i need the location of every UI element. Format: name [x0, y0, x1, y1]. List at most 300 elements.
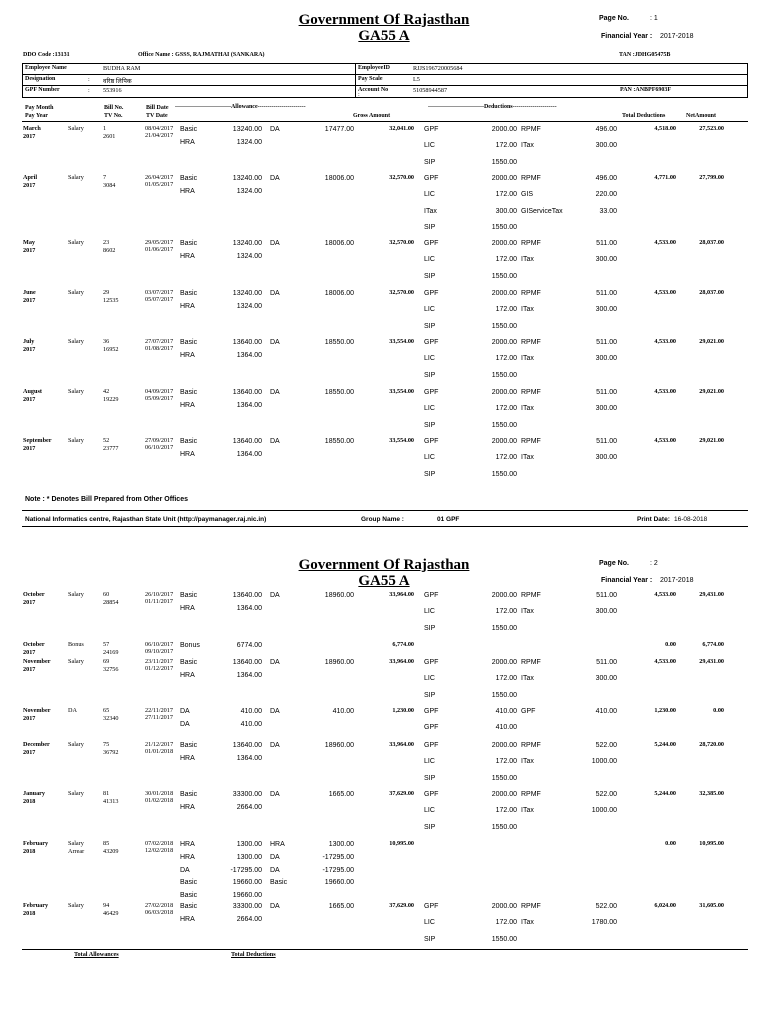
deduction-amount: 172.00	[495, 405, 517, 413]
total-deductions: 4,771.00	[654, 174, 676, 181]
bill-date: 03/07/2017	[145, 289, 174, 296]
pay-year: 2017	[23, 133, 36, 140]
pay-month: February	[23, 840, 49, 847]
deduction-head: SIP	[424, 158, 436, 166]
tv-no: 41313	[103, 798, 119, 805]
deduction-amount: 522.00	[595, 791, 617, 798]
allowance-amount: 19660.00	[232, 879, 262, 887]
bill-type: Salary	[68, 902, 84, 909]
page-no-label: Page No.	[599, 560, 629, 567]
bill-date: 04/09/2017	[145, 388, 174, 395]
deduction-amount: 511.00	[596, 659, 617, 666]
tan-number: TAN :JDHG05475B	[619, 52, 671, 58]
bill-date: 27/09/2017	[145, 437, 174, 444]
designation-value: वरिष्ठ लिपिक	[103, 78, 132, 85]
allowance-head: DA	[180, 720, 190, 728]
net-amount: 29,431.00	[699, 591, 724, 598]
pay-month: July	[23, 338, 35, 345]
allowance-amount: 410.00	[332, 708, 354, 715]
tv-no: 2601	[103, 133, 116, 140]
bill-date: 29/05/2017	[145, 239, 174, 246]
deduction-head: ITax	[424, 207, 437, 215]
pay-month: June	[23, 289, 36, 296]
col-bill-no: Bill No.	[104, 105, 124, 111]
bill-type: Salary	[68, 174, 84, 181]
deduction-amount: 172.00	[495, 256, 517, 264]
bill-date: 07/02/2018	[145, 840, 174, 847]
deduction-head: RPMF	[521, 389, 541, 396]
pay-year: 2017	[23, 649, 36, 656]
tv-no: 32340	[103, 715, 119, 722]
total-deductions: 0.00	[665, 840, 676, 847]
allowance-head: HRA	[180, 302, 195, 310]
bill-type: DA	[68, 707, 77, 714]
allowance-amount: 18006.00	[324, 240, 354, 247]
deduction-amount: 2000.00	[491, 659, 517, 666]
account-no-label: Account No	[358, 87, 389, 93]
allowance-head: Bonus	[180, 642, 200, 649]
tv-date: 01/01/2018	[145, 748, 174, 755]
total-deductions: 1,230.00	[654, 707, 676, 714]
gross-amount: 33,554.00	[389, 338, 414, 345]
tv-no: 28854	[103, 599, 119, 606]
allowance-head: DA	[180, 866, 190, 874]
total-deductions: 4,533.00	[654, 437, 676, 444]
pay-year: 2017	[23, 666, 36, 673]
bill-no: 85	[103, 840, 110, 847]
bill-date: 27/07/2017	[145, 338, 174, 345]
total-deductions: 4,533.00	[654, 239, 676, 246]
deduction-amount: 410.00	[495, 708, 517, 715]
bill-type: Salary	[68, 591, 84, 598]
col-tv-no: TV No.	[104, 113, 123, 119]
total-deductions: 4,533.00	[654, 388, 676, 395]
gross-amount: 33,554.00	[389, 437, 414, 444]
allowance-amount: 18550.00	[324, 389, 354, 396]
pay-year: 2017	[23, 715, 36, 722]
deduction-head: ITax	[521, 919, 534, 927]
tv-no: 46429	[103, 910, 119, 917]
pay-month: January	[23, 790, 46, 797]
net-amount: 31,605.00	[699, 902, 724, 909]
deduction-head: LIC	[424, 142, 435, 150]
allowance-amount: -17295.00	[322, 853, 354, 861]
gross-amount: 32,041.00	[389, 125, 414, 132]
allowance-amount: 18960.00	[324, 742, 354, 749]
allowance-head: HRA	[180, 853, 195, 861]
allowance-head: Basic	[180, 742, 198, 749]
deduction-amount: 172.00	[495, 355, 517, 363]
gross-amount: 37,629.00	[389, 790, 414, 797]
deduction-head: GPF	[424, 742, 439, 749]
deduction-amount: 2000.00	[491, 438, 517, 445]
deduction-amount: 2000.00	[491, 903, 517, 910]
allowance-amount: 13240.00	[232, 175, 262, 182]
deduction-head: RPMF	[521, 175, 541, 182]
tv-no: 36792	[103, 749, 119, 756]
deduction-head: ITax	[521, 675, 534, 683]
deduction-head: ITax	[521, 256, 534, 264]
bill-type: Salary	[68, 741, 84, 748]
pay-year: 2017	[23, 599, 36, 606]
pay-year: 2017	[23, 346, 36, 353]
tv-date: 09/10/2017	[145, 648, 174, 655]
allowance-head: HRA	[180, 252, 195, 260]
bill-type: Salary	[68, 658, 84, 665]
deduction-head: GPF	[424, 708, 439, 715]
allowance-amount: 13640.00	[232, 339, 262, 346]
allowance-amount: 410.00	[240, 720, 262, 728]
tv-no: 43209	[103, 848, 119, 855]
bill-type: Salary	[68, 338, 84, 345]
allowance-head: DA	[270, 791, 280, 798]
allowance-head: DA	[270, 126, 280, 133]
deduction-amount: 1550.00	[491, 774, 517, 782]
deduction-amount: 300.00	[595, 306, 617, 314]
allowance-amount: 1364.00	[236, 401, 262, 409]
gross-amount: 32,570.00	[389, 239, 414, 246]
allowance-amount: 13640.00	[232, 659, 262, 666]
deduction-amount: 300.00	[595, 256, 617, 264]
deduction-head: SIP	[424, 624, 436, 632]
allowance-amount: 33300.00	[232, 791, 262, 798]
deduction-head: RPMF	[521, 592, 541, 599]
tv-date: 05/09/2017	[145, 395, 174, 402]
deduction-head: GPF	[424, 659, 439, 666]
deduction-amount: 172.00	[495, 142, 517, 150]
deduction-head: GPF	[521, 708, 536, 715]
net-amount: 29,021.00	[699, 338, 724, 345]
allowance-head: DA	[270, 708, 280, 715]
deduction-head: ITax	[521, 758, 534, 766]
deduction-head: LIC	[424, 919, 435, 927]
pay-month: February	[23, 902, 49, 909]
col-pay-year: Pay Year	[25, 113, 48, 119]
deduction-head: ITax	[521, 405, 534, 413]
tv-no: 16952	[103, 346, 119, 353]
allowance-head: DA	[270, 290, 280, 297]
deduction-amount: 1550.00	[491, 371, 517, 379]
deduction-head: ITax	[521, 608, 534, 616]
deduction-head: RPMF	[521, 126, 541, 133]
bill-date: 26/10/2017	[145, 591, 174, 598]
deduction-amount: 300.00	[595, 405, 617, 413]
allowance-amount: 17477.00	[324, 126, 354, 133]
allowance-amount: 13240.00	[232, 240, 262, 247]
allowance-head: DA	[270, 659, 280, 666]
allowance-amount: -17295.00	[230, 866, 262, 874]
page-title: Government Of Rajasthan	[298, 12, 470, 28]
deduction-amount: 220.00	[595, 191, 617, 199]
bill-no: 1	[103, 125, 107, 132]
allowance-amount: 18960.00	[324, 592, 354, 599]
deduction-head: LIC	[424, 355, 435, 363]
gpf-number-value: 553916	[103, 87, 122, 94]
allowance-amount: 6774.00	[236, 642, 262, 649]
gross-amount: 6,774.00	[392, 641, 414, 648]
allowance-amount: 13240.00	[232, 290, 262, 297]
tv-date: 27/11/2017	[145, 714, 173, 721]
pay-year: 2017	[23, 396, 36, 403]
deduction-amount: 2000.00	[491, 592, 517, 599]
allowance-amount: 1364.00	[236, 604, 262, 612]
allowance-amount: 19660.00	[232, 892, 262, 900]
deduction-head: SIP	[424, 223, 436, 231]
col-deductions: ----------------------------Deductions----------------------	[428, 104, 557, 110]
bill-no: 57	[103, 641, 110, 648]
deduction-amount: 511.00	[596, 438, 617, 445]
deduction-amount: 300.00	[595, 355, 617, 363]
bill-no: 81	[103, 790, 110, 797]
deduction-head: GPF	[424, 126, 439, 133]
allowance-amount: 1364.00	[236, 754, 262, 762]
deduction-amount: 300.00	[595, 454, 617, 462]
financial-year-value: 2017-2018	[660, 577, 694, 584]
deduction-head: GPF	[424, 592, 439, 599]
deduction-head: LIC	[424, 608, 435, 616]
total-deductions: 4,533.00	[654, 591, 676, 598]
tv-date: 01/11/2017	[145, 598, 173, 605]
allowance-head: Basic	[180, 438, 198, 445]
gross-amount: 33,964.00	[389, 591, 414, 598]
deduction-amount: 496.00	[595, 126, 617, 133]
gross-amount: 1,230.00	[392, 707, 414, 714]
deduction-head: ITax	[521, 355, 534, 363]
allowance-amount: -17295.00	[322, 866, 354, 874]
office-name: Office Name : GSSS, RAJMATHAI (SANKARA)	[138, 52, 265, 58]
total-deductions: 4,533.00	[654, 338, 676, 345]
tv-no: 12535	[103, 297, 119, 304]
bill-type: Salary	[68, 437, 84, 444]
deduction-amount: 300.00	[595, 608, 617, 616]
deduction-amount: 2000.00	[491, 290, 517, 297]
ddo-code: DDO Code :13131	[23, 52, 70, 58]
tv-date: 05/07/2017	[145, 296, 174, 303]
tv-date: 06/10/2017	[145, 444, 174, 451]
col-net-amount: NetAmount	[686, 113, 716, 119]
allowance-head: Basic	[180, 175, 198, 182]
allowance-head: Basic	[180, 389, 198, 396]
deduction-amount: 172.00	[495, 454, 517, 462]
bill-date: 27/02/2018	[145, 902, 174, 909]
deduction-head: ITax	[521, 454, 534, 462]
deduction-head: RPMF	[521, 339, 541, 346]
allowance-head: DA	[270, 866, 280, 874]
pay-year: 2017	[23, 749, 36, 756]
bill-no: 94	[103, 902, 110, 909]
pay-scale-label: Pay Scale	[358, 76, 383, 82]
net-amount: 29,021.00	[699, 437, 724, 444]
pay-year: 2017	[23, 445, 36, 452]
net-amount: 28,037.00	[699, 239, 724, 246]
page-no-label: Page No.	[599, 15, 629, 22]
deduction-amount: 2000.00	[491, 742, 517, 749]
pay-month: September	[23, 437, 52, 444]
pay-year: 2018	[23, 848, 36, 855]
designation-label: Designation	[25, 76, 56, 82]
allowance-head: HRA	[180, 138, 195, 146]
deduction-amount: 1550.00	[491, 322, 517, 330]
deduction-amount: 496.00	[595, 175, 617, 182]
employee-name-value: BUDHA RAM	[103, 65, 141, 72]
pan-number: PAN :ANBPF6903F	[620, 87, 672, 93]
allowance-head: HRA	[180, 351, 195, 359]
deduction-amount: 172.00	[495, 758, 517, 766]
allowance-head: Basic	[270, 879, 288, 887]
total-allowances-label: Total Allowances	[74, 951, 119, 958]
gross-amount: 33,964.00	[389, 658, 414, 665]
deduction-head: RPMF	[521, 438, 541, 445]
allowance-amount: 13640.00	[232, 592, 262, 599]
allowance-head: HRA	[180, 915, 195, 923]
bill-date: 06/10/2017	[145, 641, 174, 648]
col-gross-amount: Gross Amount	[353, 113, 391, 119]
pay-month: October	[23, 591, 45, 598]
net-amount: 29,431.00	[699, 658, 724, 665]
total-deductions: 5,244.00	[654, 741, 676, 748]
pay-month: October	[23, 641, 45, 648]
allowance-amount: 410.00	[240, 708, 262, 715]
net-amount: 27,799.00	[699, 174, 724, 181]
col-total-deductions: Total Deductions	[622, 113, 666, 119]
allowance-amount: 18550.00	[324, 339, 354, 346]
gross-amount: 32,570.00	[389, 289, 414, 296]
bill-no: 23	[103, 239, 110, 246]
deduction-head: SIP	[424, 935, 436, 943]
tv-date: 21/04/2017	[145, 132, 174, 139]
deduction-head: GPF	[424, 339, 439, 346]
allowance-amount: 1665.00	[328, 903, 354, 910]
deduction-head: GIS	[521, 191, 534, 199]
bill-date: 26/04/2017	[145, 174, 174, 181]
deduction-head: RPMF	[521, 742, 541, 749]
gross-amount: 33,964.00	[389, 741, 414, 748]
bill-date: 21/12/2017	[145, 741, 174, 748]
allowance-head: DA	[270, 853, 280, 861]
pay-month: May	[23, 239, 36, 246]
bill-no: 60	[103, 591, 110, 598]
bill-type: Salary	[68, 289, 84, 296]
designation-colon: :	[88, 76, 90, 83]
allowance-head: HRA	[180, 841, 195, 848]
allowance-head: DA	[270, 592, 280, 599]
note-text: Note : * Denotes Bill Prepared from Other Offices	[25, 496, 188, 503]
tv-no: 32756	[103, 666, 119, 673]
total-deductions-label: Total Deductions	[231, 951, 276, 958]
bill-date: 30/01/2018	[145, 790, 174, 797]
deduction-amount: 33.00	[599, 207, 617, 215]
deduction-head: LIC	[424, 807, 435, 815]
deduction-head: LIC	[424, 405, 435, 413]
deduction-head: ITax	[521, 306, 534, 314]
allowance-amount: 13640.00	[232, 438, 262, 445]
net-amount: 29,021.00	[699, 388, 724, 395]
allowance-amount: 18006.00	[324, 290, 354, 297]
deduction-amount: 2000.00	[491, 339, 517, 346]
allowance-head: DA	[270, 742, 280, 749]
deduction-head: GPF	[424, 791, 439, 798]
bill-no: 36	[103, 338, 110, 345]
total-deductions: 4,518.00	[654, 125, 676, 132]
deduction-amount: 1550.00	[491, 421, 517, 429]
deduction-amount: 1550.00	[491, 691, 517, 699]
page-title: Government Of Rajasthan	[298, 557, 470, 573]
allowance-amount: 1324.00	[236, 138, 262, 146]
allowance-amount: 18006.00	[324, 175, 354, 182]
allowance-amount: 1300.00	[328, 841, 354, 848]
tv-date: 01/08/2017	[145, 345, 174, 352]
deduction-head: RPMF	[521, 903, 541, 910]
allowance-head: Basic	[180, 892, 198, 900]
pay-scale-value: L5	[413, 76, 420, 83]
employee-id-value: RJJS196720005684	[413, 65, 463, 72]
pay-year: 2017	[23, 182, 36, 189]
allowance-head: HRA	[180, 450, 195, 458]
deduction-head: RPMF	[521, 791, 541, 798]
gross-amount: 32,570.00	[389, 174, 414, 181]
allowance-head: DA	[270, 438, 280, 445]
bill-type: Salary	[68, 125, 84, 132]
deduction-amount: 1550.00	[491, 223, 517, 231]
tv-no: 24169	[103, 649, 119, 656]
allowance-amount: 1300.00	[236, 841, 262, 848]
bill-date: 08/04/2017	[145, 125, 174, 132]
deduction-amount: 1000.00	[591, 807, 617, 815]
net-amount: 28,037.00	[699, 289, 724, 296]
allowance-amount: 18960.00	[324, 659, 354, 666]
bill-no: 29	[103, 289, 110, 296]
gpf-number-colon: :	[88, 87, 90, 94]
deduction-head: SIP	[424, 823, 436, 831]
allowance-head: DA	[180, 708, 190, 715]
nic-footer: National Informatics centre, Rajasthan State Unit (http://paymanager.raj.nic.in)	[25, 516, 267, 523]
deduction-amount: 2000.00	[491, 240, 517, 247]
total-deductions: 6,024.00	[654, 902, 676, 909]
allowance-head: DA	[270, 339, 280, 346]
deduction-amount: 172.00	[495, 919, 517, 927]
tv-no: 19229	[103, 396, 119, 403]
allowance-amount: 13640.00	[232, 742, 262, 749]
deduction-amount: 2000.00	[491, 389, 517, 396]
tv-date: 01/05/2017	[145, 181, 174, 188]
deduction-amount: 1550.00	[491, 272, 517, 280]
deduction-head: SIP	[424, 691, 436, 699]
deduction-head: RPMF	[521, 290, 541, 297]
deduction-amount: 172.00	[495, 191, 517, 199]
pay-year: 2018	[23, 910, 36, 917]
pay-year: 2017	[23, 297, 36, 304]
bill-no: 65	[103, 707, 110, 714]
deduction-amount: 511.00	[596, 389, 617, 396]
deduction-amount: 300.00	[495, 207, 517, 215]
deduction-head: LIC	[424, 256, 435, 264]
account-no-colon: :	[358, 91, 360, 98]
financial-year-value: 2017-2018	[660, 33, 694, 40]
deduction-amount: 172.00	[495, 608, 517, 616]
gross-amount: 37,629.00	[389, 902, 414, 909]
deduction-head: LIC	[424, 306, 435, 314]
bill-type: Salary	[68, 388, 84, 395]
allowance-head: Basic	[180, 592, 198, 599]
deduction-amount: 511.00	[596, 290, 617, 297]
allowance-head: HRA	[180, 803, 195, 811]
bill-date: 22/11/2017	[145, 707, 173, 714]
deduction-head: RPMF	[521, 659, 541, 666]
deduction-head: LIC	[424, 758, 435, 766]
allowance-amount: 1324.00	[236, 302, 262, 310]
deduction-head: GPF	[424, 240, 439, 247]
allowance-head: HRA	[180, 401, 195, 409]
